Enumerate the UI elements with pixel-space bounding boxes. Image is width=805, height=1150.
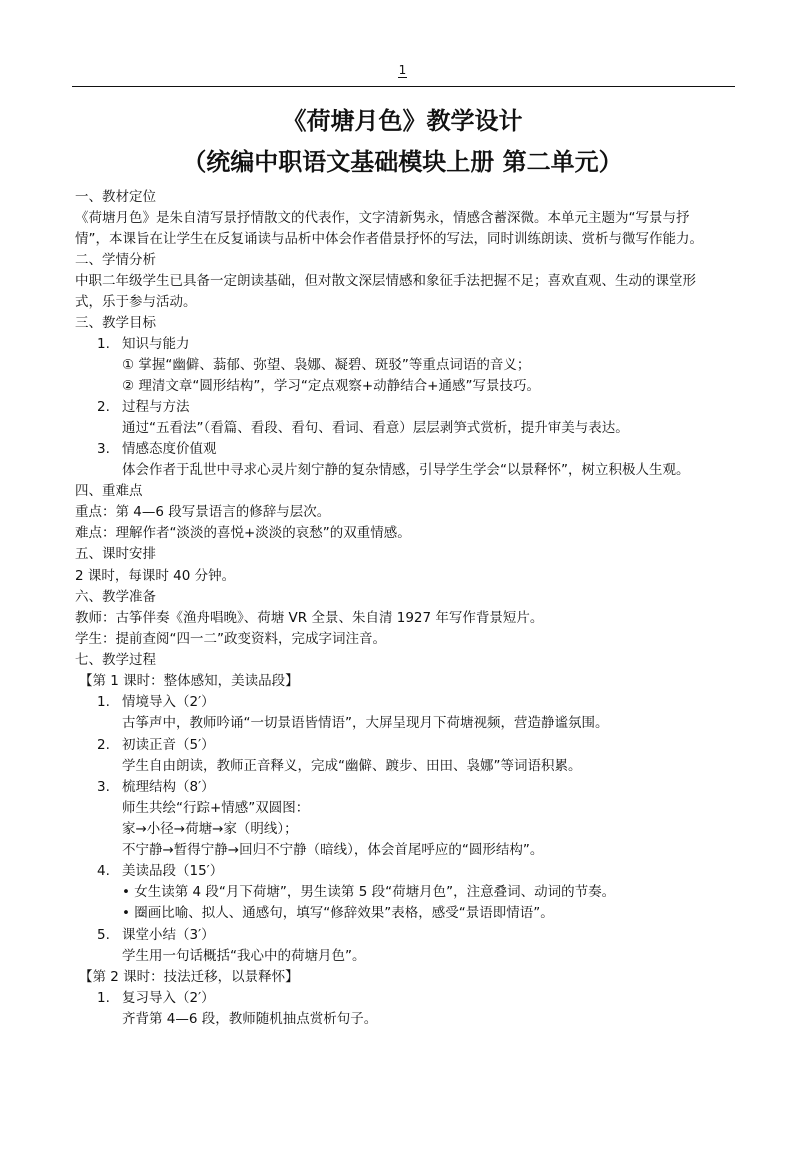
section-heading-students: 二、学情分析 bbox=[75, 252, 156, 268]
list-item: ① 掌握“幽僻、蓊郁、弥望、袅娜、凝碧、斑驳”等重点词语的音义； bbox=[122, 357, 531, 373]
list-number: 1. bbox=[97, 694, 110, 710]
paragraph-line: 教师：古筝伴奏《渔舟唱晚》、荷塘 VR 全景、朱自清 1927 年写作背景短片。 bbox=[75, 610, 544, 626]
list-item: 通过“五看法”（看篇、看段、看句、看词、看意）层层剥笋式赏析，提升审美与表达。 bbox=[122, 420, 629, 436]
list-label: 情感态度价值观 bbox=[122, 441, 217, 457]
list-number: 2. bbox=[97, 737, 110, 753]
list-number: 1. bbox=[97, 336, 110, 352]
paragraph-line: 学生：提前查阅“四一二”政变资料，完成字词注音。 bbox=[75, 631, 386, 647]
list-label: 复习导入（2′） bbox=[122, 990, 215, 1006]
section-heading-process: 七、教学过程 bbox=[75, 652, 156, 668]
list-item: 体会作者于乱世中寻求心灵片刻宁静的复杂情感，引导学生学会“以景释怀”，树立积极人生观。 bbox=[122, 462, 690, 478]
list-label: 课堂小结（3′） bbox=[122, 927, 215, 943]
list-label: 过程与方法 bbox=[122, 399, 190, 415]
list-item: ② 理清文章“圆形结构”，学习“定点观察+动静结合+通感”写景技巧。 bbox=[122, 378, 540, 394]
list-item: 古筝声中，教师吟诵“一切景语皆情语”，大屏呈现月下荷塘视频，营造静谧氛围。 bbox=[122, 715, 609, 731]
list-number: 2. bbox=[97, 399, 110, 415]
paragraph-line: 难点：理解作者“淡淡的喜悦+淡淡的哀愁”的双重情感。 bbox=[75, 525, 411, 541]
paragraph-line: 中职二年级学生已具备一定朗读基础，但对散文深层情感和象征手法把握不足；喜欢直观、生动的课堂形 bbox=[75, 273, 696, 289]
page-number: 1 bbox=[398, 63, 407, 77]
list-number: 3. bbox=[97, 779, 110, 795]
paragraph-line: 2 课时，每课时 40 分钟。 bbox=[75, 568, 236, 584]
list-number: 4. bbox=[97, 863, 110, 879]
paragraph-line: 《荷塘月色》是朱自清写景抒情散文的代表作，文字清新隽永，情感含蓄深微。本单元主题为“写景与抒 bbox=[75, 210, 690, 226]
document-subtitle: （统编中职语文基础模块上册 第二单元） bbox=[182, 148, 623, 176]
list-label: 知识与能力 bbox=[122, 336, 190, 352]
paragraph-line: 情”，本课旨在让学生在反复诵读与品析中体会作者借景抒怀的写法，同时训练朗读、赏析与微写作能力。 bbox=[75, 231, 703, 247]
list-number: 1. bbox=[97, 990, 110, 1006]
list-number: 5. bbox=[97, 927, 110, 943]
section-heading-key-points: 四、重难点 bbox=[75, 483, 143, 499]
document-title: 《荷塘月色》教学设计 bbox=[282, 107, 523, 135]
header-rule bbox=[72, 86, 735, 87]
section-heading-schedule: 五、课时安排 bbox=[75, 546, 156, 562]
section-heading-material: 一、教材定位 bbox=[75, 189, 156, 205]
list-label: 情境导入（2′） bbox=[122, 694, 215, 710]
list-label: 梳理结构（8′） bbox=[122, 779, 215, 795]
lesson-heading: 【第 1 课时：整体感知，美读品段】 bbox=[79, 673, 299, 689]
list-label: 美读品段（15′） bbox=[122, 863, 224, 879]
list-item: 师生共绘“行踪+情感”双圆图： bbox=[122, 800, 310, 816]
bullet-item: • 女生读第 4 段“月下荷塘”，男生读第 5 段“荷塘月色”，注意叠词、动词的节奏。 bbox=[122, 884, 616, 900]
lesson-heading: 【第 2 课时：技法迁移，以景释怀】 bbox=[79, 969, 299, 985]
list-item: 齐背第 4—6 段，教师随机抽点赏析句子。 bbox=[122, 1011, 378, 1027]
section-heading-preparation: 六、教学准备 bbox=[75, 589, 156, 605]
list-item: 不宁静→暂得宁静→回归不宁静（暗线），体会首尾呼应的“圆形结构”。 bbox=[122, 842, 544, 858]
bullet-item: • 圈画比喻、拟人、通感句，填写“修辞效果”表格，感受“景语即情语”。 bbox=[122, 905, 554, 921]
paragraph-line: 重点：第 4—6 段写景语言的修辞与层次。 bbox=[75, 504, 331, 520]
section-heading-goals: 三、教学目标 bbox=[75, 315, 156, 331]
paragraph-line: 式，乐于参与活动。 bbox=[75, 294, 197, 310]
list-number: 3. bbox=[97, 441, 110, 457]
list-item: 学生自由朗读，教师正音释义，完成“幽僻、踱步、田田、袅娜”等词语积累。 bbox=[122, 758, 582, 774]
list-item: 学生用一句话概括“我心中的荷塘月色”。 bbox=[122, 948, 366, 964]
list-label: 初读正音（5′） bbox=[122, 737, 215, 753]
list-item: 家→小径→荷塘→家（明线）； bbox=[122, 821, 298, 837]
